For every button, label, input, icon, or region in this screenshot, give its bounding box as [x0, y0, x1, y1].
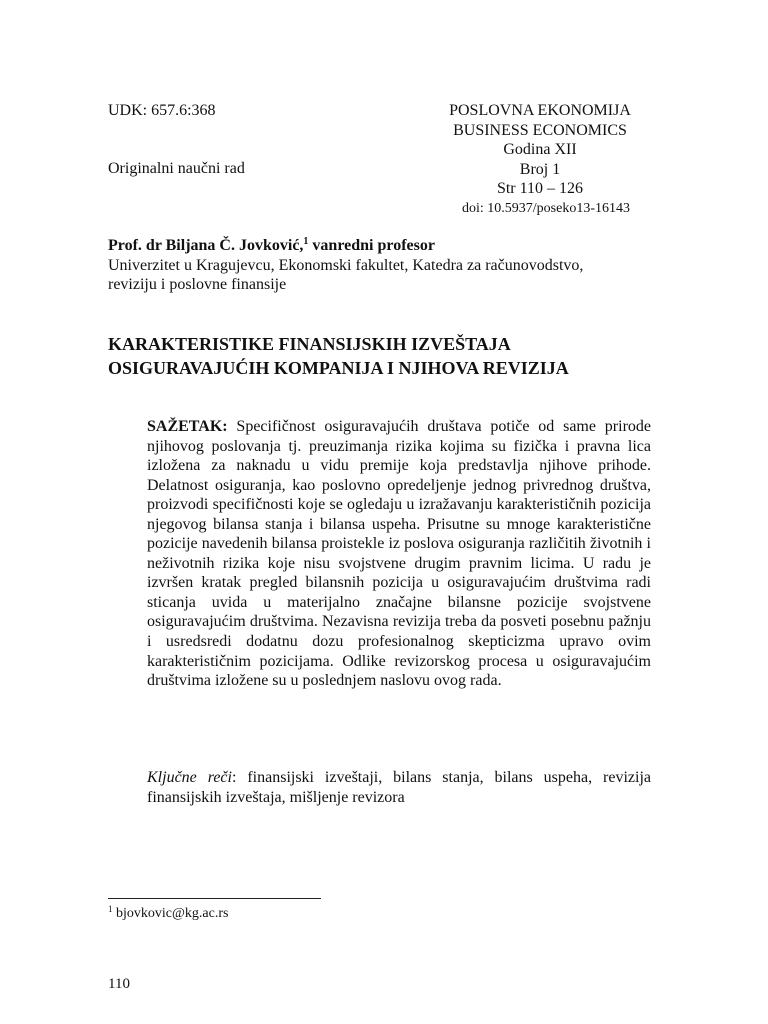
footnote-email[interactable]: bjovkovic@kg.ac.rs — [112, 906, 229, 921]
keywords-text: : finansijski izveštaji, bilans stanja, bilans uspeha, revizija finansijskih izveštaja, mišljenje revizora — [147, 769, 651, 806]
abstract-text: Specifičnost osiguravajućih društava potiče od same prirode njihovog poslovanja tj. preuzimanja rizika kojima su fizička i pravna lica izložena za naknadu u vidu premije koja predstavlja njihove prihode. Delatnost osiguranja, kao poslovno opredeljenje jednog privrednog društva, proizvodi specifičnosti koje se ogledaju u izražavanju karakterističnih pozicija njegovog bilansa stanja i bilansa uspeha. Prisutne su mnoge karakteristične pozicije navedenih bilansa proistekle iz poslova osiguranja različitih životnih i neživotnih rizika koje nisu svojstvene drugim pravnim licima. U radu je izvršen kratak pregled bilansnih pozicija u osiguravajućim društvima radi sticanja uvida u materijalno značajne bilansne pozicije svojstvene osiguravajućim društvima. Nezavisna revizija treba da posveti posebnu pažnju i usredsredi dodatnu dozu profesionalnog skepticizma upravo ovim karakterističnim pozicijama. Odlike revizorskog procesa u osiguravajućim društvima izložene su u poslednjem naslovu ovog rada. — [147, 418, 651, 690]
footnote-reference[interactable]: 1 — [303, 236, 309, 247]
author-rank: vanredni profesor — [308, 237, 435, 254]
journal-pages: Str 110 – 126 — [496, 180, 584, 197]
article-type: Originalni naučni rad — [108, 160, 245, 177]
title-line2: OSIGURAVAJUĆIH KOMPANIJA I NJIHOVA REVIZIJA — [108, 358, 569, 378]
journal-name-english: BUSINESS ECONOMICS — [453, 121, 627, 139]
footnote-mark: 1 — [108, 904, 113, 914]
keywords — [147, 768, 651, 807]
author-line — [108, 236, 668, 256]
author-affiliation-line2: reviziju i poslovne finansije — [108, 276, 287, 293]
title-line1: KARAKTERISTIKE FINANSIJSKIH IZVEŠTAJA — [108, 334, 511, 354]
journal-issue: Broj 1 — [519, 160, 561, 178]
page-number: 110 — [108, 976, 130, 992]
author-affiliation-line1: Univerzitet u Kragujevcu, Ekonomski fakultet, Katedra za računovodstvo, — [108, 256, 584, 274]
udk-code: UDK: 657.6:368 — [108, 102, 216, 119]
journal-info — [430, 101, 650, 199]
author-block — [108, 236, 668, 295]
author-name: Prof. dr Biljana Č. Jovković, — [108, 237, 304, 254]
abstract-label: SAŽETAK: — [147, 418, 228, 435]
footnote-divider — [108, 898, 321, 899]
abstract — [147, 417, 651, 691]
footnote — [108, 905, 228, 922]
keywords-label: Ključne reči — [147, 769, 232, 786]
doi[interactable]: doi: 10.5937/poseko13-16143 — [462, 201, 630, 216]
journal-name-serbian: POSLOVNA EKONOMIJA — [449, 102, 631, 119]
journal-year: Godina XII — [503, 141, 577, 158]
paper-title — [108, 332, 688, 380]
